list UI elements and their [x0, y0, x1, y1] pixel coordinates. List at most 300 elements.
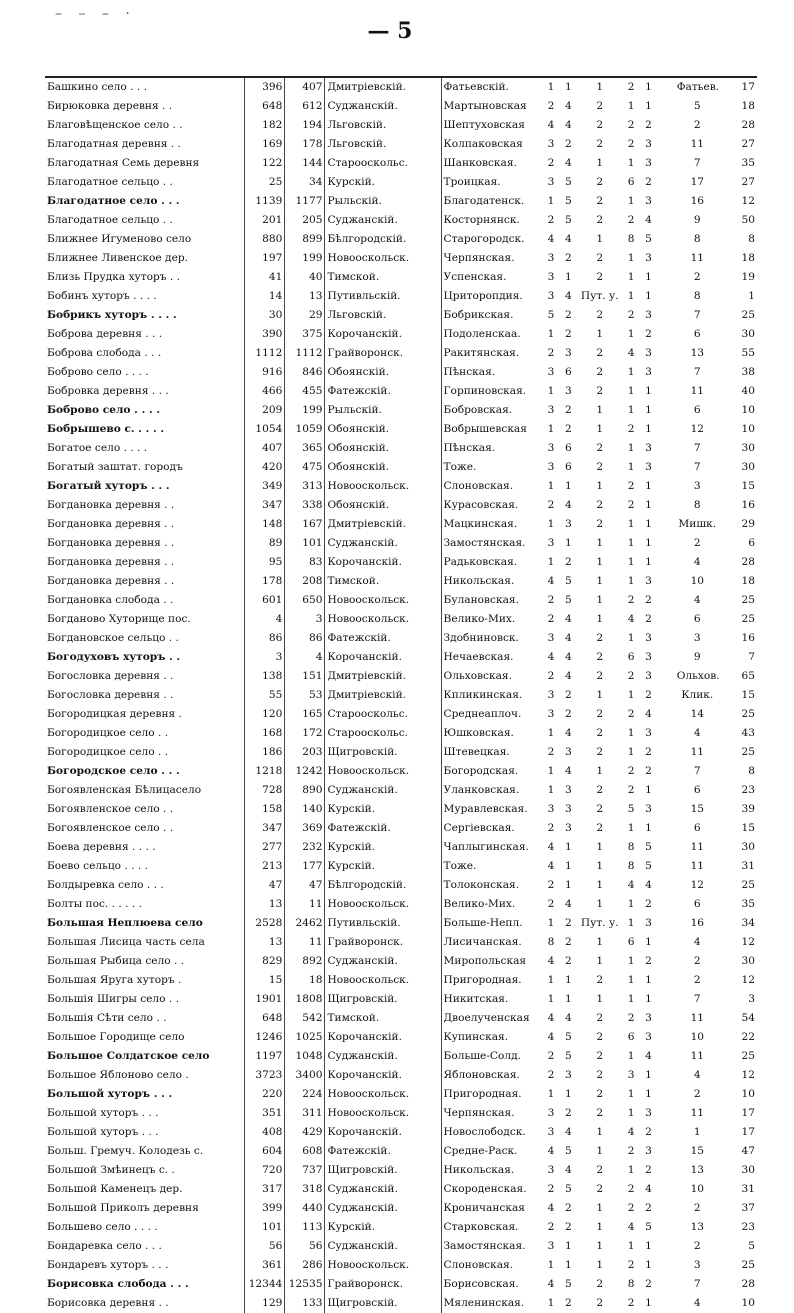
- col-6: 3: [565, 784, 572, 796]
- col-6: 1: [565, 1240, 572, 1252]
- volost: Сергіевская.: [441, 819, 542, 838]
- col-8: 1: [627, 518, 635, 530]
- col-9: 1: [645, 100, 652, 112]
- settlement-name: Большое Яблоново село .: [47, 1069, 189, 1081]
- district: Суджанскій.: [325, 952, 441, 971]
- col-9: 5: [645, 1221, 652, 1233]
- col-10: [657, 1028, 674, 1047]
- population-female: 892: [285, 952, 325, 971]
- col-8: 1: [627, 252, 635, 264]
- col-12: 12: [741, 974, 755, 986]
- col-6: 1: [565, 271, 572, 283]
- col-10: [657, 914, 674, 933]
- col-9: 3: [645, 461, 652, 473]
- col-9: 3: [645, 195, 652, 207]
- population-female: 311: [285, 1104, 325, 1123]
- table-row: [45, 1199, 757, 1218]
- district: Дмитріевскій.: [325, 667, 441, 686]
- col-7: 2: [596, 252, 604, 264]
- district: Льговскій.: [325, 306, 441, 325]
- table-row: [45, 838, 757, 857]
- col-5: 1: [547, 385, 555, 397]
- col-10: [657, 572, 674, 591]
- volost: Больше-Солд.: [441, 1047, 542, 1066]
- col-10: [657, 77, 674, 97]
- population-female: 286: [285, 1256, 325, 1275]
- table-row: [45, 230, 757, 249]
- table-row: [45, 477, 757, 496]
- col-10: [657, 1009, 674, 1028]
- col-8: 6: [627, 651, 635, 663]
- col-8: 4: [627, 879, 635, 891]
- population-male: 197: [245, 249, 285, 268]
- col-11: 7: [693, 1278, 701, 1290]
- population-female: 2462: [285, 914, 325, 933]
- col-5: 3: [547, 632, 555, 644]
- district: Новооскольск.: [325, 1256, 441, 1275]
- population-male: 13: [245, 933, 285, 952]
- col-7: 2: [596, 1031, 604, 1043]
- volost: Благодатенск.: [441, 192, 542, 211]
- population-male: 399: [245, 1199, 285, 1218]
- col-7: 2: [596, 442, 604, 454]
- col-10: [657, 401, 674, 420]
- col-8: 8: [627, 860, 635, 872]
- district: Новооскольск.: [325, 895, 441, 914]
- col-12: 65: [741, 670, 755, 682]
- settlement-name: Богородицкое село . .: [47, 727, 169, 739]
- col-12: 39: [741, 803, 755, 815]
- volost: Нечаевская.: [441, 648, 542, 667]
- district: Грайворонск.: [325, 344, 441, 363]
- population-female: 232: [285, 838, 325, 857]
- col-9: 3: [645, 366, 652, 378]
- col-8: 1: [627, 461, 635, 473]
- col-12: 31: [741, 1183, 755, 1195]
- col-7: 1: [596, 898, 604, 910]
- header-dashes: – – – ·: [55, 6, 136, 22]
- col-5: 3: [547, 803, 555, 815]
- col-5: 5: [547, 309, 555, 321]
- col-8: 1: [627, 328, 635, 340]
- table-row: [45, 211, 757, 230]
- population-female: 167: [285, 515, 325, 534]
- district: Фатежскій.: [325, 382, 441, 401]
- col-9: 1: [645, 993, 652, 1005]
- col-8: 2: [627, 138, 635, 150]
- col-12: 38: [741, 366, 755, 378]
- population-female: 101: [285, 534, 325, 553]
- volost: Никитская.: [441, 990, 542, 1009]
- volost: Штевецкая.: [441, 743, 542, 762]
- col-12: 16: [741, 499, 755, 511]
- population-female: 899: [285, 230, 325, 249]
- population-female: 612: [285, 97, 325, 116]
- table-row: [45, 572, 757, 591]
- volost: Шептуховская: [441, 116, 542, 135]
- col-11: 4: [693, 936, 701, 948]
- settlement-name: Бондаревка село . . .: [47, 1240, 162, 1252]
- col-6: 2: [565, 936, 572, 948]
- col-12: 27: [741, 176, 755, 188]
- col-5: 1: [547, 974, 555, 986]
- col-10: [657, 933, 674, 952]
- col-7: 1: [596, 689, 604, 701]
- col-9: 2: [645, 1202, 652, 1214]
- col-5: 2: [547, 1069, 555, 1081]
- col-12: 55: [741, 347, 755, 359]
- col-8: 8: [627, 841, 635, 853]
- population-female: 151: [285, 667, 325, 686]
- col-12: 50: [741, 214, 755, 226]
- col-10: [657, 154, 674, 173]
- col-12: 7: [748, 651, 755, 663]
- col-5: 3: [547, 461, 555, 473]
- district: Щигровскій.: [325, 1161, 441, 1180]
- col-11: 3: [693, 632, 701, 644]
- col-7: 2: [596, 195, 604, 207]
- settlement-name: Большой хуторъ . . .: [47, 1126, 159, 1138]
- col-7: 1: [596, 765, 604, 777]
- col-12: 25: [741, 879, 755, 891]
- table-row: [45, 1180, 757, 1199]
- population-male: 12344: [245, 1275, 285, 1294]
- col-8: 1: [627, 993, 635, 1005]
- col-5: 8: [547, 936, 555, 948]
- col-12: 17: [741, 1126, 755, 1138]
- col-12: 15: [741, 689, 755, 701]
- col-11: 7: [693, 157, 701, 169]
- population-female: 133: [285, 1294, 325, 1313]
- col-7: 2: [596, 366, 604, 378]
- col-5: 4: [547, 841, 555, 853]
- col-9: 5: [645, 841, 652, 853]
- col-7: 1: [596, 1145, 604, 1157]
- col-10: [657, 230, 674, 249]
- col-8: 1: [627, 689, 635, 701]
- col-11: 7: [693, 442, 701, 454]
- population-female: 53: [285, 686, 325, 705]
- col-10: [657, 705, 674, 724]
- col-9: 3: [645, 651, 652, 663]
- volost: Больше-Непл.: [441, 914, 542, 933]
- table-row: [45, 420, 757, 439]
- table-row: [45, 610, 757, 629]
- volost: Скороденская.: [441, 1180, 542, 1199]
- table-row: [45, 1237, 757, 1256]
- col-9: 1: [645, 423, 652, 435]
- col-11: 2: [693, 955, 701, 967]
- col-7: 2: [596, 708, 604, 720]
- col-10: [657, 971, 674, 990]
- col-11: 11: [690, 385, 705, 397]
- col-12: 35: [741, 898, 755, 910]
- volost: Чаплыгинская.: [441, 838, 542, 857]
- table-row: [45, 1256, 757, 1275]
- col-9: 1: [645, 537, 652, 549]
- col-8: 1: [627, 917, 635, 929]
- volost: Никольская.: [441, 572, 542, 591]
- col-12: 43: [741, 727, 755, 739]
- col-8: 2: [627, 119, 635, 131]
- district: Грайворонск.: [325, 933, 441, 952]
- col-10: [657, 1085, 674, 1104]
- col-9: 1: [645, 518, 652, 530]
- col-5: 2: [547, 100, 555, 112]
- table-row: [45, 287, 757, 306]
- col-7: 2: [596, 1069, 604, 1081]
- col-7: 1: [596, 423, 604, 435]
- population-male: 89: [245, 534, 285, 553]
- population-male: 349: [245, 477, 285, 496]
- population-male: 158: [245, 800, 285, 819]
- col-9: 3: [645, 252, 652, 264]
- settlement-name: Башкино село . . .: [45, 77, 245, 97]
- col-7: 1: [596, 1202, 604, 1214]
- col-8: 4: [627, 1221, 635, 1233]
- col-11: 11: [690, 746, 705, 758]
- volost: Мацкинская.: [441, 515, 542, 534]
- col-5: 2: [547, 670, 555, 682]
- settlement-name: Благодатное село . . .: [47, 195, 180, 207]
- col-8: 6: [627, 176, 635, 188]
- col-11: 6: [693, 822, 701, 834]
- district: Дмитріевскій.: [325, 686, 441, 705]
- col-9: 1: [645, 385, 652, 397]
- col-9: 3: [645, 917, 652, 929]
- volost: Успенская.: [441, 268, 542, 287]
- district: Новооскольск.: [325, 610, 441, 629]
- col-7: 1: [596, 936, 604, 948]
- col-11: 6: [693, 613, 701, 625]
- table-row: [45, 306, 757, 325]
- col-8: 2: [627, 670, 635, 682]
- col-8: 1: [627, 537, 635, 549]
- table-row: [45, 648, 757, 667]
- col-7: 2: [596, 1278, 604, 1290]
- col-9: 4: [645, 879, 652, 891]
- col-6: 2: [565, 309, 572, 321]
- population-male: 14: [245, 287, 285, 306]
- volost: Двоелученская: [441, 1009, 542, 1028]
- table-row: [45, 971, 757, 990]
- population-female: 194: [285, 116, 325, 135]
- settlement-name: Бобинъ хуторъ . . . .: [47, 290, 157, 302]
- col-8: 1: [627, 195, 635, 207]
- table-row: [45, 382, 757, 401]
- district: Обоянскій.: [325, 496, 441, 515]
- volost: Средне-Раск.: [441, 1142, 542, 1161]
- col-8: 1: [627, 727, 635, 739]
- col-8: 6: [627, 936, 635, 948]
- col-9: 5: [645, 233, 652, 245]
- col-5: 4: [547, 955, 555, 967]
- col-10: [657, 382, 674, 401]
- settlement-name: Бобровка деревня . . .: [47, 385, 169, 397]
- col-5: 1: [547, 423, 555, 435]
- volost: Курасовская.: [441, 496, 542, 515]
- col-8: 1: [627, 290, 635, 302]
- district: Рыльскій.: [325, 192, 441, 211]
- volost: Булановская.: [441, 591, 542, 610]
- volost: Богородская.: [441, 762, 542, 781]
- population-female: 12535: [285, 1275, 325, 1294]
- col-9: 3: [645, 1145, 652, 1157]
- settlement-name: Благодатная деревня . .: [47, 138, 181, 150]
- settlement-name: Богоявленское село . .: [47, 822, 174, 834]
- table-row: [45, 1275, 757, 1294]
- population-male: 213: [245, 857, 285, 876]
- col-6: 3: [565, 518, 572, 530]
- population-female: 3: [285, 610, 325, 629]
- district: Корочанскій.: [325, 648, 441, 667]
- col-8: 1: [627, 746, 635, 758]
- settlement-name: Богатое село . . . .: [47, 442, 148, 454]
- col-12: 12: [741, 936, 755, 948]
- district: Корочанскій.: [325, 325, 441, 344]
- col-10: [657, 724, 674, 743]
- col-6: 1: [565, 993, 572, 1005]
- col-6: 2: [565, 1297, 572, 1309]
- col-10: [657, 477, 674, 496]
- col-6: 2: [565, 955, 572, 967]
- population-male: 728: [245, 781, 285, 800]
- col-6: 2: [565, 917, 572, 929]
- col-10: [657, 1123, 674, 1142]
- col-9: 1: [645, 1259, 652, 1271]
- col-8: 8: [627, 233, 635, 245]
- col-6: 2: [565, 423, 572, 435]
- col-8: 1: [627, 157, 635, 169]
- population-female: 224: [285, 1085, 325, 1104]
- population-male: 420: [245, 458, 285, 477]
- col-11: 4: [693, 727, 701, 739]
- col-10: [657, 420, 674, 439]
- settlement-name: Богодуховъ хуторъ . .: [47, 651, 181, 663]
- settlement-name: Благовѣщенское село . .: [47, 119, 183, 131]
- col-10: [657, 857, 674, 876]
- settlement-name: Бондаревъ хуторъ . . .: [47, 1259, 169, 1271]
- col-11: 2: [693, 1088, 701, 1100]
- district: Обоянскій.: [325, 420, 441, 439]
- settlement-name: Боброво село . . . .: [47, 404, 161, 416]
- settlement-name: Бирюковка деревня . .: [47, 100, 173, 112]
- population-male: 1246: [245, 1028, 285, 1047]
- col-7: 1: [596, 879, 604, 891]
- col-5: 2: [547, 347, 555, 359]
- col-10: [657, 1294, 674, 1313]
- settlement-name: Богдановка слобода . .: [47, 594, 174, 606]
- population-male: 351: [245, 1104, 285, 1123]
- settlement-name: Боева деревня . . . .: [47, 841, 156, 853]
- district: Суджанскій.: [325, 534, 441, 553]
- population-male: 880: [245, 230, 285, 249]
- col-9: 4: [645, 708, 652, 720]
- col-10: [657, 325, 674, 344]
- col-10: [657, 344, 674, 363]
- district: Новооскольск.: [325, 591, 441, 610]
- population-male: 2528: [245, 914, 285, 933]
- volost: Купинская.: [441, 1028, 542, 1047]
- col-9: 1: [645, 290, 652, 302]
- population-female: 1025: [285, 1028, 325, 1047]
- settlement-name: Благодатное сельцо . .: [47, 176, 173, 188]
- col-11: 3: [693, 1259, 701, 1271]
- col-7: 1: [596, 556, 604, 568]
- col-11: 8: [693, 499, 701, 511]
- table-row: [45, 116, 757, 135]
- col-10: [657, 249, 674, 268]
- population-male: 178: [245, 572, 285, 591]
- col-7: 2: [596, 822, 604, 834]
- population-male: 169: [245, 135, 285, 154]
- col-6: 5: [565, 214, 572, 226]
- district: Курскій.: [325, 838, 441, 857]
- population-male: 4: [245, 610, 285, 629]
- col-12: 23: [741, 1221, 755, 1233]
- population-female: 608: [285, 1142, 325, 1161]
- col-8: 4: [627, 1126, 635, 1138]
- col-6: 3: [565, 347, 572, 359]
- district: Корочанскій.: [325, 1123, 441, 1142]
- col-7: 1: [596, 537, 604, 549]
- district: Путивльскій.: [325, 914, 441, 933]
- volost: Среднеаплоч.: [441, 705, 542, 724]
- col-7: 2: [596, 1050, 604, 1062]
- district: Путивльскій.: [325, 287, 441, 306]
- table-row: [45, 135, 757, 154]
- population-female: 140: [285, 800, 325, 819]
- col-12: 18: [741, 252, 755, 264]
- col-12: 8: [748, 233, 755, 245]
- settlement-name: Богдановка деревня . .: [47, 575, 175, 587]
- col-7: 2: [596, 461, 604, 473]
- settlement-name: Болдыревка село . . .: [47, 879, 164, 891]
- col-6: 2: [565, 404, 572, 416]
- col-12: 28: [741, 556, 755, 568]
- col-6: 1: [565, 879, 572, 891]
- col-5: 4: [547, 651, 555, 663]
- col-12: 15: [741, 822, 755, 834]
- col-12: 12: [741, 1069, 755, 1081]
- col-6: 5: [565, 594, 572, 606]
- volost: Пѣнская.: [441, 439, 542, 458]
- col-11: 2: [693, 1202, 701, 1214]
- table-row: [45, 325, 757, 344]
- col-7: 2: [596, 784, 604, 796]
- settlement-name: Борисовка слобода . . .: [47, 1278, 189, 1290]
- col-11: 11: [690, 1050, 705, 1062]
- settlement-name: Борисовка деревня . .: [47, 1297, 169, 1309]
- register-table: [45, 76, 757, 1313]
- col-6: 6: [565, 366, 572, 378]
- population-male: 13: [245, 895, 285, 914]
- col-9: 2: [645, 765, 652, 777]
- col-6: 4: [565, 765, 572, 777]
- col-12: 31: [741, 860, 755, 872]
- population-female: 199: [285, 249, 325, 268]
- volost: Мяленинская.: [441, 1294, 542, 1313]
- col-7: 2: [596, 1088, 604, 1100]
- col-9: 3: [645, 1031, 652, 1043]
- table-row: [45, 173, 757, 192]
- district: Щигровскій.: [325, 990, 441, 1009]
- col-8: 4: [627, 613, 635, 625]
- col-12: 16: [741, 632, 755, 644]
- col-11: 7: [693, 993, 701, 1005]
- col-5: 1: [547, 1297, 555, 1309]
- col-12: 10: [741, 404, 755, 416]
